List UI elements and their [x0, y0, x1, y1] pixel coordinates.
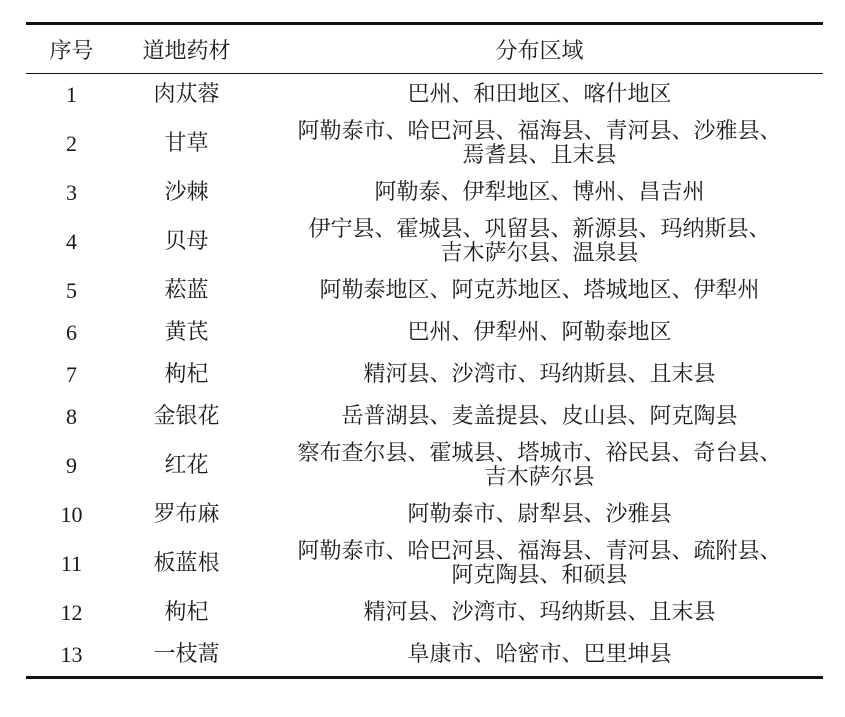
- cell-serial-number: 9: [66, 453, 77, 478]
- region-text-line: 察布查尔县、霍城县、塔城市、裕民县、奇台县、: [297, 441, 782, 466]
- region-text-line: 焉耆县、且末县: [462, 143, 617, 168]
- cell-distribution-region: [256, 116, 823, 172]
- cell-serial-number: 6: [66, 320, 77, 345]
- table-row: [26, 74, 823, 117]
- cell-herb-name: 枸杞: [164, 600, 209, 625]
- header-serial-number: 序号: [49, 38, 94, 64]
- header-distribution-region: 分布区域: [495, 38, 584, 64]
- cell-distribution-region: [256, 172, 823, 214]
- cell-serial-number: 2: [66, 131, 77, 156]
- cell-serial-number: 3: [66, 180, 77, 205]
- cell-herb-name: 红花: [164, 453, 209, 478]
- table-row: [26, 172, 823, 214]
- cell-serial-number: 7: [66, 362, 77, 387]
- region-text-line: 伊宁县、霍城县、巩留县、新源县、玛纳斯县、: [308, 217, 771, 242]
- table-row: [26, 354, 823, 396]
- region-text-line: 精河县、沙湾市、玛纳斯县、且末县: [363, 600, 716, 625]
- cell-distribution-region: [256, 438, 823, 494]
- cell-herb-name: 肉苁蓉: [153, 82, 220, 107]
- cell-distribution-region: [256, 592, 823, 634]
- table-header: [26, 24, 823, 74]
- cell-serial-number: 10: [60, 502, 83, 527]
- cell-distribution-region: [256, 354, 823, 396]
- cell-herb-name: 沙棘: [164, 180, 209, 205]
- cell-distribution-region: [256, 312, 823, 354]
- table-body: [26, 74, 823, 678]
- region-text-line: 阿勒泰市、尉犁县、沙雅县: [407, 502, 672, 527]
- region-text-line: 阿勒泰市、哈巴河县、福海县、青河县、疏附县、: [297, 539, 782, 564]
- header-herb-name: 道地药材: [142, 38, 231, 64]
- cell-herb-name: 一枝蒿: [153, 642, 220, 667]
- region-text-line: 阿勒泰市、哈巴河县、福海县、青河县、沙雅县、: [297, 119, 782, 144]
- region-text-line: 阿勒泰地区、阿克苏地区、塔城地区、伊犁州: [319, 278, 760, 303]
- cell-herb-name: 贝母: [164, 229, 209, 254]
- table-row: [26, 214, 823, 270]
- cell-herb-name: 甘草: [164, 131, 209, 156]
- region-text-line: 阜康市、哈密市、巴里坤县: [407, 642, 672, 667]
- cell-herb-name: 菘蓝: [164, 278, 209, 303]
- cell-distribution-region: [256, 536, 823, 592]
- cell-serial-number: 4: [66, 229, 77, 254]
- table-row: [26, 494, 823, 536]
- region-text-line: 阿勒泰、伊犁地区、博州、昌吉州: [374, 180, 705, 205]
- region-text-line: 岳普湖县、麦盖提县、皮山县、阿克陶县: [341, 404, 738, 429]
- header-row: [26, 24, 823, 74]
- cell-distribution-region: [256, 396, 823, 438]
- cell-serial-number: 1: [66, 82, 77, 107]
- region-text-line: 阿克陶县、和硕县: [451, 563, 628, 588]
- cell-herb-name: 板蓝根: [153, 551, 220, 576]
- cell-serial-number: 12: [60, 600, 83, 625]
- table-row: [26, 592, 823, 634]
- cell-distribution-region: [256, 634, 823, 678]
- region-text-line: 精河县、沙湾市、玛纳斯县、且末县: [363, 362, 716, 387]
- table-row: [26, 116, 823, 172]
- table-row: [26, 438, 823, 494]
- table-row: [26, 396, 823, 438]
- cell-herb-name: 罗布麻: [153, 502, 220, 527]
- herb-distribution-table: [26, 22, 823, 679]
- cell-distribution-region: [256, 214, 823, 270]
- cell-herb-name: 金银花: [153, 404, 220, 429]
- cell-serial-number: 11: [60, 551, 83, 576]
- cell-herb-name: 黄芪: [164, 320, 209, 345]
- cell-distribution-region: [256, 494, 823, 536]
- region-text-line: 吉木萨尔县、温泉县: [440, 241, 639, 266]
- cell-herb-name: 枸杞: [164, 362, 209, 387]
- cell-serial-number: 13: [60, 642, 83, 667]
- table-row: [26, 634, 823, 678]
- table-row: [26, 536, 823, 592]
- herb-distribution-table-container: [26, 22, 823, 679]
- cell-distribution-region: [256, 74, 823, 117]
- region-text-line: 巴州、和田地区、喀什地区: [407, 82, 672, 107]
- cell-serial-number: 8: [66, 404, 77, 429]
- cell-distribution-region: [256, 270, 823, 312]
- cell-serial-number: 5: [66, 278, 77, 303]
- region-text-line: 吉木萨尔县: [484, 465, 595, 490]
- table-row: [26, 270, 823, 312]
- table-row: [26, 312, 823, 354]
- region-text-line: 巴州、伊犁州、阿勒泰地区: [407, 320, 672, 345]
